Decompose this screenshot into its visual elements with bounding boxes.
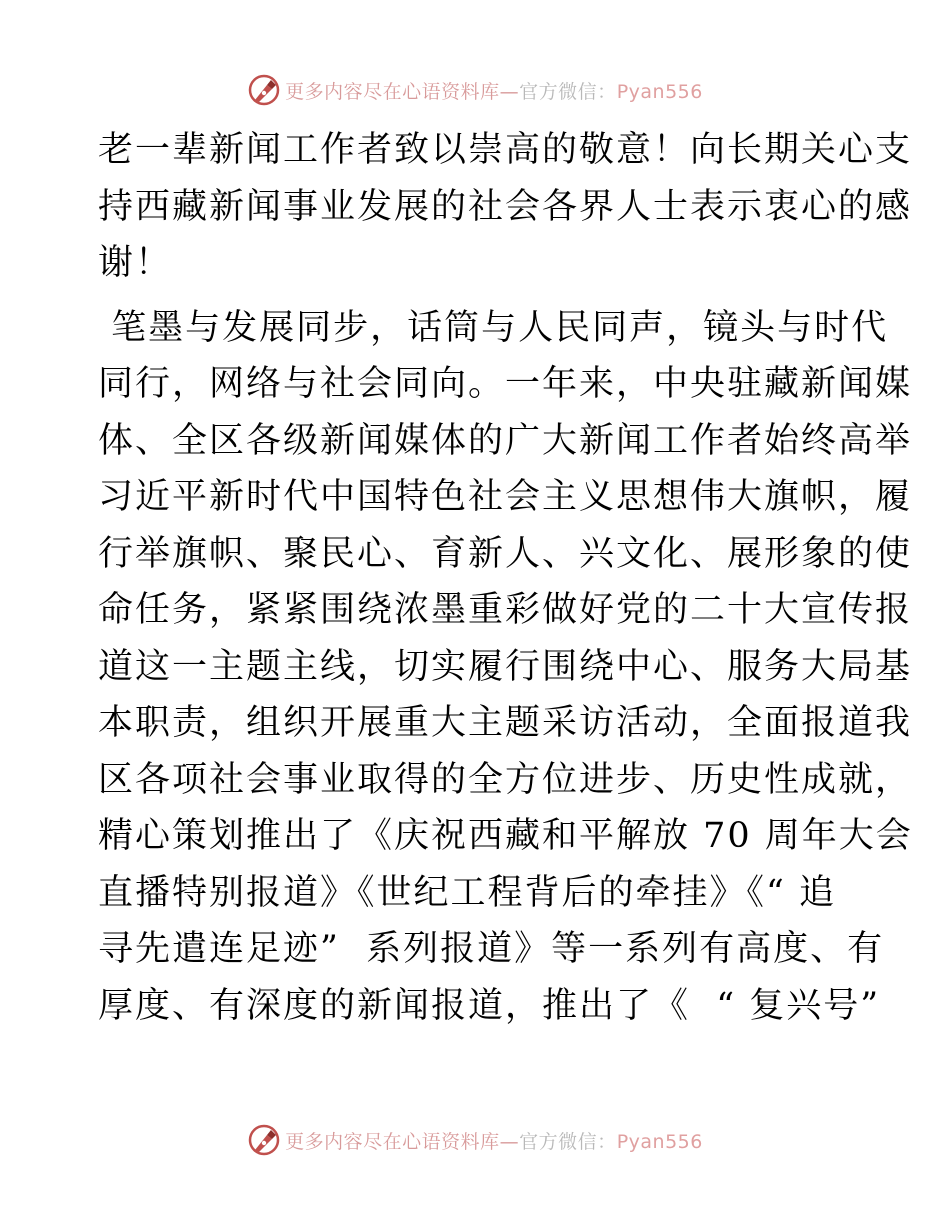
header-wechat-id: Pyan556 <box>616 80 703 103</box>
text-line: 本职责，组织开展重大主题采访活动，全面报道我 <box>98 703 913 743</box>
header-separator: — <box>499 80 520 103</box>
paragraph-1 <box>98 122 913 292</box>
text-line: 区各项社会事业取得的全方位进步、历史性成就， <box>98 759 913 800</box>
text-line: 体、全区各级新闻媒体的广大新闻工作者始终高举 <box>98 420 913 461</box>
pen-nib-logo-icon <box>247 1123 281 1157</box>
text-line: 命任务，紧紧围绕浓墨重彩做好党的二十大宣传报 <box>98 590 913 630</box>
header-watermark <box>0 70 950 110</box>
text-line: 习近平新时代中国特色社会主义思想伟大旗帜，履 <box>98 477 913 517</box>
text-line: 寻先遣连足迹” 系列报道》等一系列有高度、有 <box>98 929 885 969</box>
paragraph-2 <box>98 300 913 1035</box>
footer-separator: — <box>499 1130 520 1153</box>
text-line: 直播特别报道》《世纪工程背后的牵挂》《“ 追 <box>98 872 837 913</box>
pen-nib-logo-icon <box>247 73 281 107</box>
header-wechat-label: 官方微信： <box>519 80 617 103</box>
text-line: 老一辈新闻工作者致以崇高的敬意！向长期关心支 <box>98 130 913 170</box>
footer-wechat-id: Pyan556 <box>616 1130 703 1153</box>
footer-watermark <box>0 1120 950 1160</box>
text-line: 厚度、有深度的新闻报道，推出了《 “ 复兴号” <box>98 985 881 1026</box>
footer-site-text: 更多内容尽在心语资料库 <box>285 1130 500 1153</box>
text-line: 笔墨与发展同步，话筒与人民同声，镜头与时代 <box>98 307 889 348</box>
text-line: 行举旗帜、聚民心、育新人、兴文化、展形象的使 <box>98 533 913 574</box>
text-line: 道这一主题主线，切实履行围绕中心、服务大局基 <box>98 646 913 687</box>
header-site-text: 更多内容尽在心语资料库 <box>285 80 500 103</box>
document-body <box>98 122 913 1034</box>
text-line: 同行，网络与社会同向。一年来，中央驻藏新闻媒 <box>98 364 913 404</box>
text-line: 谢！ <box>98 243 173 283</box>
text-line: 精心策划推出了《庆祝西藏和平解放 70 周年大会 <box>98 816 913 856</box>
text-line: 持西藏新闻事业发展的社会各界人士表示衷心的感 <box>98 186 913 227</box>
footer-wechat-label: 官方微信： <box>519 1130 617 1153</box>
